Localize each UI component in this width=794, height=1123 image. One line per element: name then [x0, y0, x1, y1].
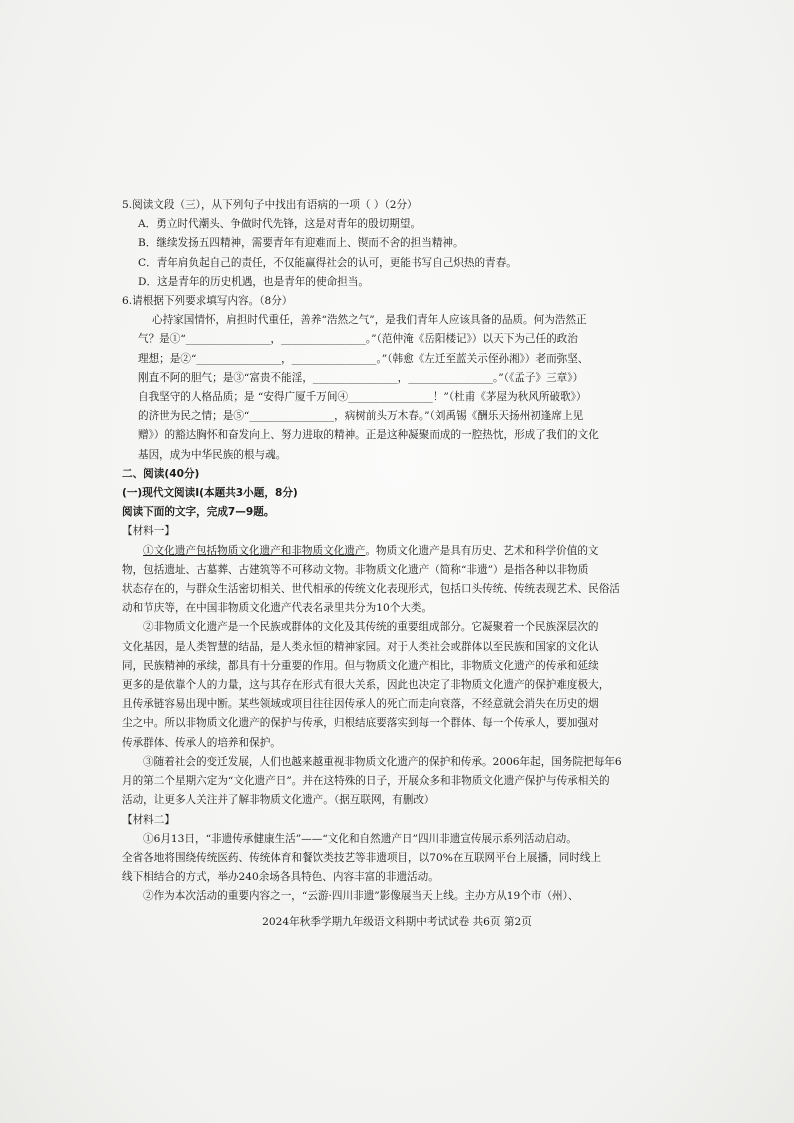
- q6-line: 基因，成为中华民族的根与魂。: [138, 448, 287, 461]
- q6-line: 自我坚守的人格品质；是 “安得广厦千万间④________________！”（杜甫《茅屋为秋风所破歌》）: [138, 391, 587, 404]
- question-6-stem: 6.请根据下列要求填写内容。（8分）: [122, 295, 293, 308]
- sentence-continuation: 。物质文化遗产是具有历史、艺术和科学价值的文: [365, 544, 599, 557]
- m1-p1-line: 状态存在的，与群众生活密切相关、世代相承的传统文化表现形式，包括口头传统、传统表现艺术、民俗活: [122, 583, 620, 596]
- m1-p1-line: 动和节庆等，在中国非物质文化遗产代表名录里共分为10个大类。: [122, 602, 433, 615]
- material-2-label: 【材料二】: [122, 813, 175, 826]
- subsection-title: (一)现代文阅读Ⅰ(本题共3小题，8分): [122, 487, 298, 500]
- q5-option-c: C．青年肩负起自己的责任，不仅能赢得社会的认可，更能书写自己炽热的青春。: [138, 256, 517, 269]
- m2-p1-line: 线下相结合的方式，举办240余场各具特色、内容丰富的非遗活动。: [122, 871, 439, 884]
- m1-p2-line: 且传承链容易出现中断。某些领域或项目往往因传承人的死亡而走向衰落，不经意就会消失在历史的烟: [122, 698, 599, 711]
- m1-p2-line: 同，民族精神的承续，都具有十分重要的作用。但与物质文化遗产相比，非物质文化遗产的传承和延续: [122, 659, 599, 672]
- m2-p1-line: ①6月13日，“非遗传承健康生活”——“文化和自然遗产日”四川非遗宣传展示系列活动启动。: [143, 832, 577, 845]
- m2-p1-line: 全省各地将围绕传统医药、传统体育和餐饮类技艺等非遗项目，以70%在互联网平台上展播，同时线上: [122, 851, 602, 864]
- m1-p3-line: 月的第二个星期六定为“文化遗产日”。并在这特殊的日子，开展众多和非物质文化遗产保护与传承相关的: [122, 775, 610, 788]
- q5-option-a: A．勇立时代潮头、争做时代先锋，这是对青年的殷切期望。: [138, 218, 422, 231]
- m1-p2-line: ②非物质文化遗产是一个民族或群体的文化及其传统的重要组成部分。它凝聚着一个民族深层次的: [143, 621, 599, 634]
- question-5-stem: 5.阅读文段（三），从下列句子中找出有语病的一项（ ）（2分）: [122, 199, 418, 211]
- page-content: [122, 196, 670, 907]
- material-1-paragraph-1-first-line: [122, 542, 670, 561]
- m1-p2-line: 更多的是依靠个人的力量，这与其存在形式有很大关系，因此也决定了非物质文化遗产的保护难度极大，: [122, 679, 610, 692]
- m2-p2-line: ②作为本次活动的重要内容之一，“云游·四川非遗”影像展当天上线。主办方从19个市（州）、: [143, 890, 579, 903]
- q6-line: 理想；是②“________________，________________。”（韩愈《左迁至蓝关示侄孙湘》）老而弥坚、: [138, 352, 589, 365]
- m1-p3-line: 活动，让更多人关注并了解非物质文化遗产。（据互联网，有删改）: [122, 794, 435, 807]
- m1-p2-line: 文化基因，是人类智慧的结晶，是人类永恒的精神家园。对于人类社会或群体以至民族和国家的文化认: [122, 640, 599, 653]
- q5-option-d: D．这是青年的历史机遇，也是青年的使命担当。: [138, 275, 369, 288]
- m1-p1-line: 物，包括遗址、古墓葬、古建筑等不可移动文物。非物质文化遗产（简称“非遗”）是指各种以非物质: [122, 563, 589, 576]
- material-1-label: 【材料一】: [122, 525, 175, 538]
- m1-p3-line: ③随着社会的变迁发展，人们也越来越重视非物质文化遗产的保护和传承。2006年起，国务院把每年6: [143, 755, 622, 768]
- q5-option-b: B．继续发扬五四精神，需要青年有迎难而上、锲而不舍的担当精神。: [138, 237, 464, 250]
- q6-line: 气？是①“________________，________________。”（范仲淹《岳阳楼记》）以天下为己任的政治: [138, 333, 578, 346]
- q6-line: 的济世为民之情；是⑤“________________，病树前头万木春。”（刘禹锡《酬乐天扬州初逢席上见: [138, 410, 584, 423]
- q6-line: 心持家国情怀，肩担时代重任，善养“浩然之气”，是我们青年人应该具备的品质。何为浩然正: [152, 314, 587, 327]
- reading-instruction: 阅读下面的文字，完成7—9题。: [122, 506, 275, 519]
- section-title: 二、阅读(40分): [122, 467, 200, 480]
- m1-p2-line: 尘之中。所以非物质文化遗产的保护与传承，归根结底要落实到每一个群体、每一个传承人，要加强对: [122, 717, 599, 730]
- q6-line: 赠》）的豁达胸怀和奋发向上、努力进取的精神。正是这种凝聚而成的一腔热忱，形成了我们的文化: [138, 429, 599, 442]
- page-footer: 2024年秋季学期九年级语文科期中考试试卷 共6页 第2页: [262, 916, 532, 928]
- underlined-sentence: ①文化遗产包括物质文化遗产和非物质文化遗产: [143, 544, 366, 557]
- m1-p2-line: 传承群体、传承人的培养和保护。: [122, 736, 281, 749]
- q6-line: 刚直不阿的胆气；是③“富贵不能淫，________________，________________。”（《孟子》三章》）: [138, 371, 584, 384]
